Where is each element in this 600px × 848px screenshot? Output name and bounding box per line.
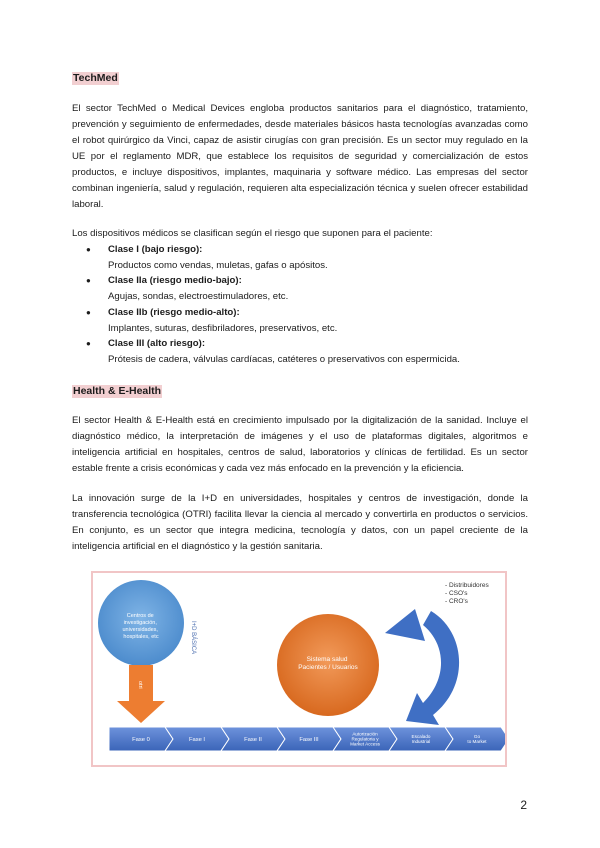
health-paragraph-2: La innovación surge de la I+D en universidades, hospitales y centros de investigación, donde la transferencia tecnológica (OTRI) facilita llevar la ciencia al mercado y convertirla en productos o servicios. En conjunto, es un sector que integra medicina, tecnología y datos, con un papel creciente de la inteligencia artificial en el diagnóstico y la gestión sanitaria. — [72, 493, 528, 552]
actors-list: - Distribuidores - CSO's - CRO's — [445, 582, 489, 605]
class-name: Clase IIb (riesgo medio-alto): — [108, 306, 240, 318]
innovation-diagram — [91, 571, 507, 767]
class-description: Implantes, suturas, desfibriladores, preservativos, etc. — [108, 322, 338, 334]
list-item — [72, 305, 532, 336]
list-item — [72, 242, 532, 273]
phase-label: Escalado Industrial — [411, 734, 431, 745]
phase-label: Fase III — [299, 737, 319, 744]
list-item — [72, 336, 532, 367]
phase-chevron-bar — [109, 727, 505, 751]
health-paragraph-1: El sector Health & E-Health está en crecimiento impulsado por la digitalización de la sanidad. Incluye el diagnóstico médico, la interpretación de imágenes y el uso de plataformas digitales, algoritmos e inteligencia artificial en hospitales, centros de salud, laboratorios y clínicas de fertilidad. Es un sector estable frente a crisis económicas y cada vez más enfocado en la prevención y la eficiencia. — [72, 415, 528, 474]
phase-label: Go to Market — [467, 734, 487, 745]
phase-label: Autorización Regulatoria y Market Access — [350, 731, 380, 747]
otri-arrow — [117, 665, 165, 723]
bullet-icon: ● — [86, 276, 91, 286]
page-number: 2 — [520, 798, 527, 812]
class-name: Clase III (alto riesgo): — [108, 338, 206, 350]
phase-label: Fase 0 — [132, 737, 150, 744]
phase-label: Fase II — [244, 737, 262, 744]
phase-label: Fase I — [188, 737, 206, 744]
section-heading-techmed: TechMed — [73, 72, 118, 84]
bullet-icon: ● — [86, 307, 91, 317]
class-name: Clase I (bajo riesgo): — [108, 244, 203, 255]
bullet-icon: ● — [86, 245, 91, 254]
class-description: Prótesis de cadera, válvulas cardíacas, catéteres o preservativos con espermicida. — [108, 353, 460, 365]
techmed-paragraph: El sector TechMed o Medical Devices engloba productos sanitarios para el diagnóstico, tratamiento, prevención y seguimiento de enfermedades, desde materiales básicos hasta tecnologías avanzadas como el robot quirúrgico da Vinci, capaz de asistir cirugías con gran precisión. Es un sector muy regulado en la UE por el reglamento MDR, que establece los requisitos de seguridad y comercialización de estos productos, e incluye dispositivos, implantes, maquinaria y software médico. Las empresas del sector combinan ingeniería, salud y regulación, requieren alta especialización técnica y suelen ofrecer estabilidad laboral. — [72, 103, 528, 210]
class-name: Clase IIa (riesgo medio-bajo): — [108, 275, 242, 287]
research-label: I+D BÁSICA — [190, 621, 196, 655]
section-heading-health: Health & E-Health — [73, 385, 162, 397]
research-circle-text: Centros de investigación, universidades, hospitales, etc — [122, 613, 159, 640]
class-description: Agujas, sondas, electroestimuladores, etc. — [108, 291, 289, 303]
bullet-icon: ● — [86, 339, 91, 349]
health-circle-text: Sistema salud Pacientes / Usuarios — [298, 656, 358, 671]
list-item — [72, 273, 532, 304]
classification-intro: Los dispositivos médicos se clasifican según el riesgo que suponen para el paciente: — [72, 228, 433, 239]
otri-label: otri — [137, 681, 143, 689]
diagram-canvas — [93, 573, 505, 765]
device-class-list — [72, 242, 532, 368]
class-description: Productos como vendas, muletas, gafas o apósitos. — [108, 259, 328, 271]
feedback-arrow-head — [385, 609, 425, 641]
